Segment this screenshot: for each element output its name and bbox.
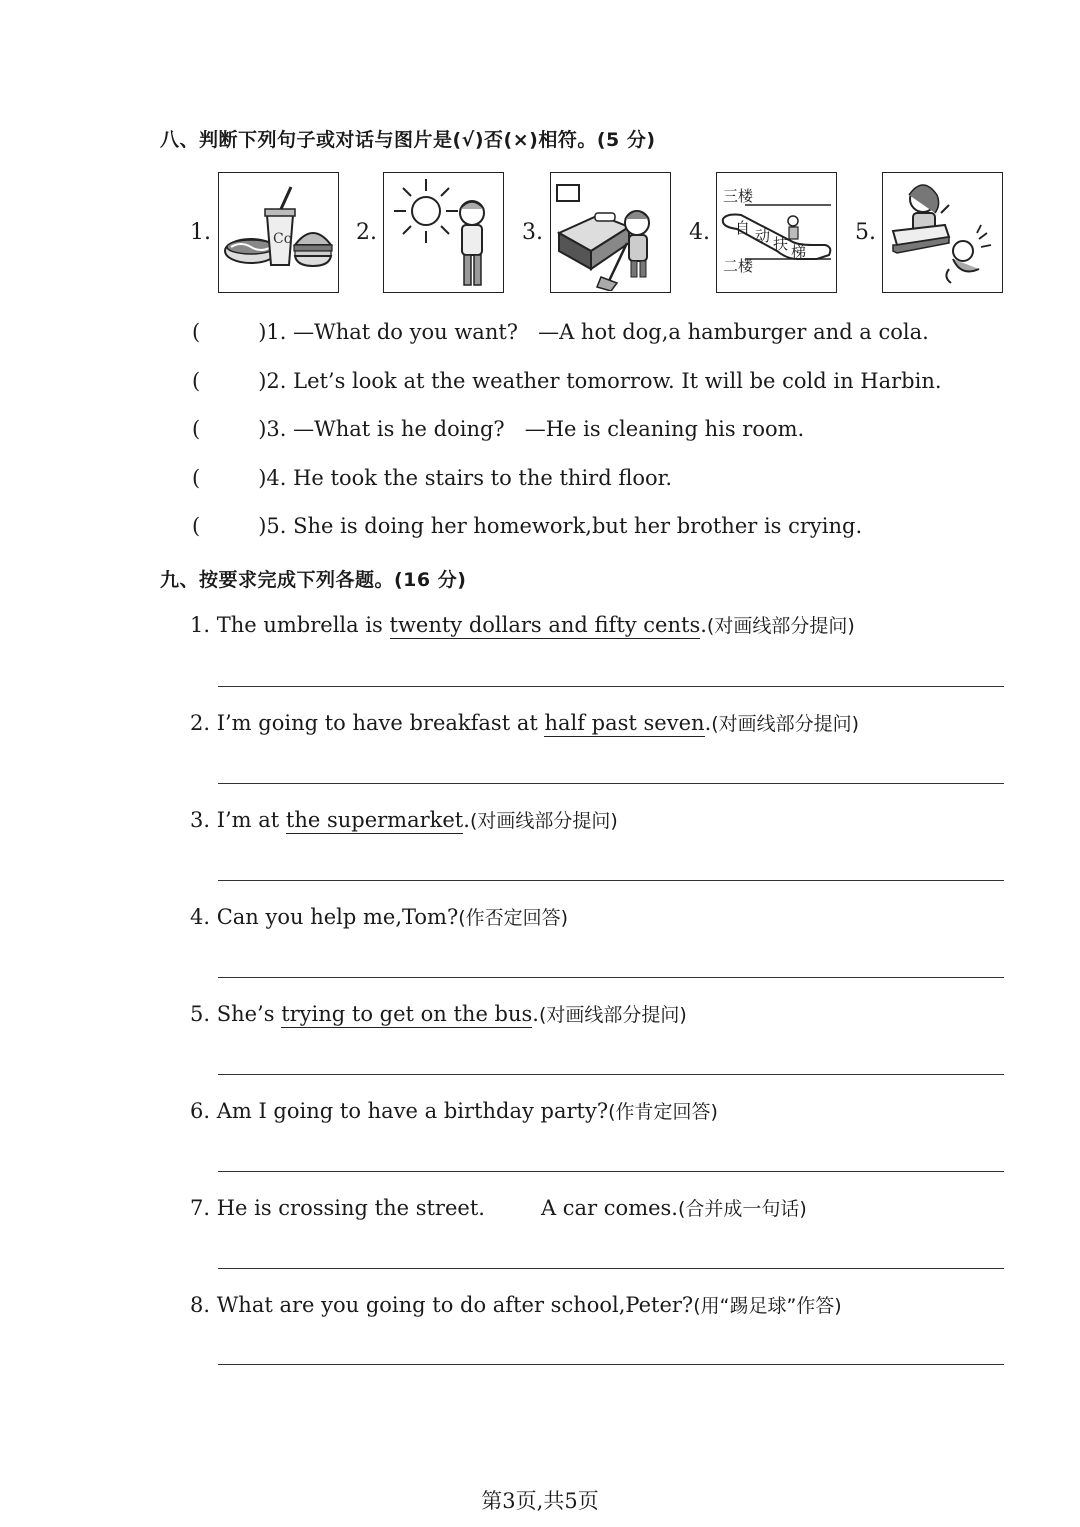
- picture-number-2: 2.: [356, 220, 377, 245]
- question-hint: (合并成一句话): [678, 1198, 807, 1220]
- judge-item-4: [192, 466, 672, 490]
- section-8-title: 八、判断下列句子或对话与图片是(√)否(×)相符。(5 分): [160, 129, 656, 151]
- answer-paren-open[interactable]: (: [192, 417, 201, 441]
- picture-5: [882, 172, 1003, 293]
- underlined-part: half past seven: [544, 711, 705, 735]
- question-punct: .: [700, 613, 707, 637]
- question-hint: (作否定回答): [458, 907, 569, 929]
- question-text: 7. He is crossing the street.: [190, 1196, 485, 1220]
- answer-line-2[interactable]: [218, 783, 1004, 784]
- underlined-part: trying to get on the bus: [281, 1002, 533, 1026]
- picture-number-1: 1.: [190, 220, 211, 245]
- answer-paren-close: ): [258, 514, 267, 538]
- question-5: [190, 1000, 687, 1027]
- picture-number-5: 5.: [855, 220, 876, 245]
- answer-paren-open[interactable]: (: [192, 320, 201, 344]
- question-6: [190, 1097, 718, 1124]
- picture-number-4: 4.: [689, 220, 710, 245]
- question-hint: (用“踢足球”作答): [693, 1295, 842, 1317]
- question-hint: (对画线部分提问): [469, 810, 618, 832]
- picture-3: [550, 172, 671, 293]
- question-text: 4. Can you help me,Tom?: [190, 905, 459, 929]
- escalator-label-char-1: 自: [735, 219, 751, 237]
- question-hint: (对画线部分提问): [711, 713, 860, 735]
- answer-paren-open[interactable]: (: [192, 369, 201, 393]
- escalator-icon: [717, 173, 835, 291]
- picture-2: [383, 172, 504, 293]
- judge-item-text: 1. —What do you want? —A hot dog,a hamburger and a cola.: [266, 320, 929, 344]
- answer-line-7[interactable]: [218, 1268, 1004, 1269]
- underlined-part: the supermarket: [285, 808, 464, 832]
- answer-line-5[interactable]: [218, 1074, 1004, 1075]
- answer-paren-close: ): [258, 417, 267, 441]
- question-text: 5. She’s: [190, 1002, 282, 1026]
- svg-text:Co: Co: [273, 231, 293, 247]
- escalator-label-second-floor: 二楼: [723, 257, 754, 275]
- homework-crying-icon: [883, 173, 1001, 291]
- question-text: 8. What are you going to do after school,Peter?: [190, 1293, 694, 1317]
- question-hint: (对画线部分提问): [538, 1004, 687, 1026]
- picture-1: [218, 172, 339, 293]
- judge-item-5: [192, 514, 862, 538]
- page-footer: 第3页,共5页: [481, 1489, 599, 1513]
- answer-line-6[interactable]: [218, 1171, 1004, 1172]
- food-icon: [219, 173, 337, 291]
- question-punct: .: [532, 1002, 539, 1026]
- sunny-boy-icon: [384, 173, 502, 291]
- question-3: [190, 806, 618, 833]
- escalator-label-char-4: 梯: [791, 243, 807, 261]
- judge-item-text: 5. She is doing her homework,but her brother is crying.: [266, 514, 863, 538]
- question-punct: .: [704, 711, 712, 735]
- answer-paren-close: ): [258, 369, 267, 393]
- question-8: [190, 1291, 842, 1318]
- picture-4: [716, 172, 837, 293]
- judge-item-text: 3. —What is he doing? —He is cleaning his room.: [266, 417, 805, 441]
- question-text: 2. I’m going to have breakfast at: [190, 711, 545, 735]
- question-2: [190, 709, 859, 736]
- judge-item-3: [192, 417, 804, 441]
- question-4: [190, 903, 568, 930]
- question-text-second: A car comes.: [540, 1196, 678, 1220]
- escalator-label-char-2: 动: [755, 227, 771, 245]
- question-text: 6. Am I going to have a birthday party?: [190, 1099, 609, 1123]
- answer-line-4[interactable]: [218, 977, 1004, 978]
- answer-paren-open[interactable]: (: [192, 466, 201, 490]
- judge-item-2: [192, 369, 942, 393]
- answer-line-8[interactable]: [218, 1364, 1004, 1365]
- escalator-label-third-floor: 三楼: [723, 187, 754, 205]
- answer-line-1[interactable]: [218, 686, 1004, 687]
- judge-item-1: [192, 320, 929, 344]
- underlined-part: twenty dollars and fifty cents: [389, 613, 701, 637]
- question-punct: .: [463, 808, 470, 832]
- question-7: [190, 1194, 807, 1221]
- question-hint: (对画线部分提问): [706, 615, 855, 637]
- judge-item-text: 4. He took the stairs to the third floor.: [266, 466, 673, 490]
- judge-item-text: 2. Let’s look at the weather tomorrow. It will be cold in Harbin.: [266, 369, 942, 393]
- answer-paren-open[interactable]: (: [192, 514, 201, 538]
- question-1: [190, 611, 855, 638]
- escalator-label-char-3: 扶: [773, 235, 789, 253]
- question-text: 1. The umbrella is: [190, 613, 390, 637]
- answer-line-3[interactable]: [218, 880, 1004, 881]
- section-9-title: 九、按要求完成下列各题。(16 分): [160, 569, 467, 591]
- question-hint: (作肯定回答): [608, 1101, 718, 1123]
- picture-number-3: 3.: [522, 220, 543, 245]
- answer-paren-close: ): [258, 320, 267, 344]
- cleaning-room-icon: [551, 173, 669, 291]
- answer-paren-close: ): [258, 466, 267, 490]
- question-text: 3. I’m at: [190, 808, 286, 832]
